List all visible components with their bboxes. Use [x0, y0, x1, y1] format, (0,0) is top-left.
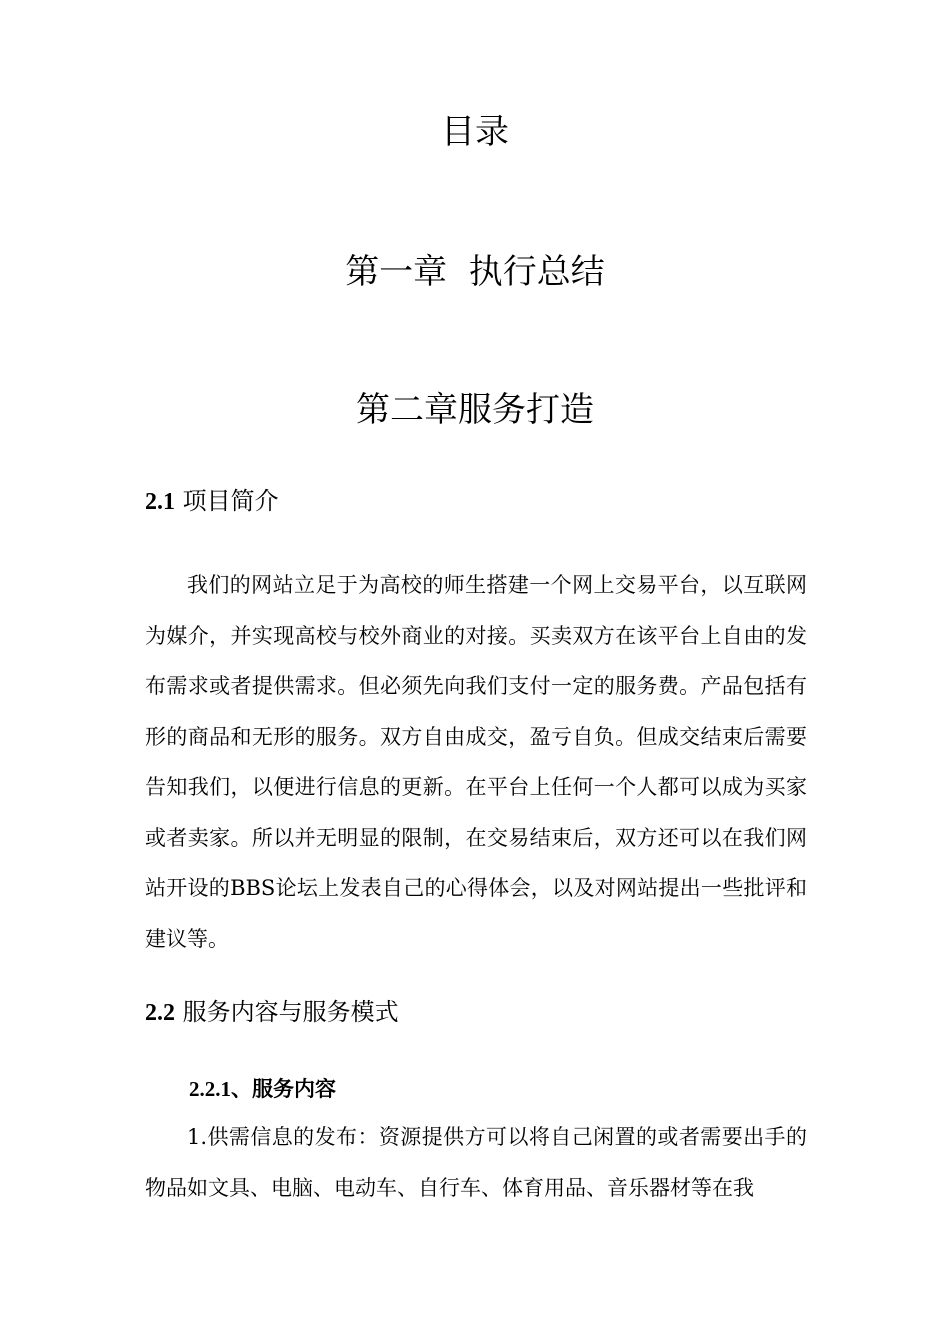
section-number: 2.1 — [145, 489, 175, 515]
chapter-heading-2: 第二章服务打造 — [356, 390, 594, 430]
chapter-heading-1: 第一章 执行总结 — [345, 252, 605, 292]
section-title: 项目简介 — [175, 487, 279, 515]
paragraph-service-content: 1.供需信息的发布：资源提供方可以将自己闲置的或者需要出手的物品如文具、电脑、电动车、自行车、体育用品、音乐器材等在我 — [145, 1125, 807, 1200]
toc-title: 目录 — [441, 112, 509, 152]
subsection-heading-2-2-1 — [189, 1074, 336, 1104]
section-heading-2-1 — [145, 484, 279, 519]
subsection-number: 2.2.1 — [189, 1077, 231, 1101]
section-title: 服务内容与服务模式 — [175, 998, 399, 1026]
paragraph-project-intro: 我们的网站立足于为高校的师生搭建一个网上交易平台，以互联网为媒介，并实现高校与校外商业的对接。买卖双方在该平台上自由的发布需求或者提供需求。但必须先向我们支付一定的服务费。产品包括有形的商品和无形的服务。双方自由成交，盈亏自负。但成交结束后需要告知我们，以便进行信息的更新。在平台上任何一个人都可以成为买家或者卖家。所以并无明显的限制，在交易结束后，双方还可以在我们网站开设的BBS论坛上发表自己的心得体会，以及对网站提出一些批评和建议等。 — [145, 573, 807, 951]
subsection-title: 、服务内容 — [231, 1076, 336, 1101]
section-number: 2.2 — [145, 1000, 175, 1026]
section-heading-2-2 — [145, 995, 399, 1030]
